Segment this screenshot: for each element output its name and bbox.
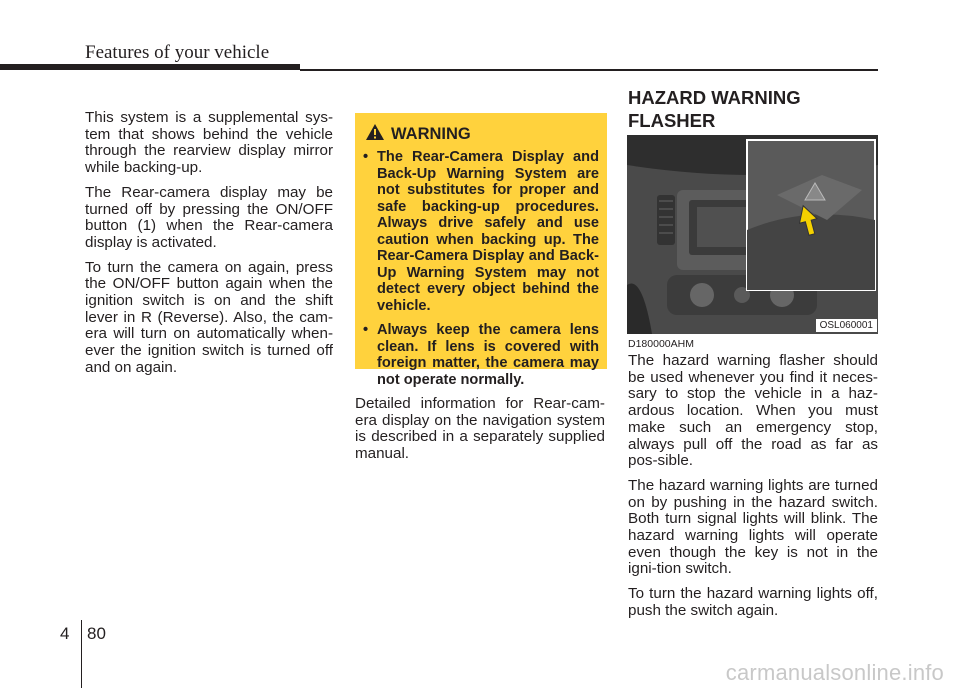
paragraph: The Rear-camera display may be turned off by pressing the ON/OFF button (1) when the Rear-camera display is activated.: [85, 183, 333, 251]
figure-label: OSL060001: [816, 319, 877, 332]
warning-box: [355, 113, 607, 388]
warning-item: [363, 322, 599, 388]
page-header-title: Features of your vehicle: [85, 42, 270, 63]
column-left: [85, 110, 333, 385]
watermark: carmanualsonline.info: [725, 660, 944, 685]
paragraph: The hazard warning flasher should be used whenever you find it neces-sary to stop the vehicle in a haz-ardous location. When you must make such an emergency stop, always pull off the road as far as pos-sible.: [628, 352, 878, 470]
column-right-text: [628, 353, 878, 628]
warning-item-text: The Rear-Camera Display and Back-Up Warning System are not substitutes for proper and safe backing-up procedures. Always drive safely and use caution when backing up. The Rear-Camera Display and Back-Up Warning System may not detect every object behind the vehicle.: [377, 149, 599, 314]
page-number-divider: [81, 620, 82, 688]
header-rule-thick: [0, 64, 300, 70]
warning-list: [363, 149, 599, 396]
section-heading-line: HAZARD WARNING: [628, 87, 801, 108]
column-middle-text: [355, 396, 605, 471]
section-heading-line: FLASHER: [628, 110, 716, 131]
section-heading: [628, 86, 878, 132]
paragraph: To turn the hazard warning lights off, push the switch again.: [628, 585, 878, 619]
bullet-icon: •: [363, 149, 369, 165]
paragraph: Detailed information for Rear-cam-era display on the navigation system is described in a separately supplied manual.: [355, 395, 605, 463]
warning-item-text: Always keep the camera lens clean. If lens is covered with foreign matter, the camera may not operate normally.: [377, 322, 599, 388]
dashboard-photo: [627, 135, 878, 334]
paragraph: The hazard warning lights are turned on by pushing in the hazard switch. Both turn signal lights will blink. The hazard warning lights will operate even though the key is not in the igni-tion switch.: [628, 476, 878, 578]
bullet-icon: •: [363, 322, 369, 338]
chapter-number: 4: [60, 624, 70, 643]
header-rule-thin: [300, 69, 878, 71]
warning-triangle-icon: [365, 123, 385, 141]
dashboard-illustration: [627, 135, 878, 334]
paragraph: To turn the camera on again, press the ON/OFF button again when the ignition switch is on and the shift lever in R (Reverse). Also, the cam-era will turn on automatically when-ever the ignition switch is turned off and on again.: [85, 258, 333, 376]
page-number: 80: [87, 624, 106, 643]
paragraph: This system is a supplemental sys-tem that shows behind the vehicle through the rearview display mirror while backing-up.: [85, 109, 333, 177]
section-code: D180000AHM: [628, 338, 694, 350]
warning-title: WARNING: [391, 125, 471, 143]
warning-item: [363, 149, 599, 314]
